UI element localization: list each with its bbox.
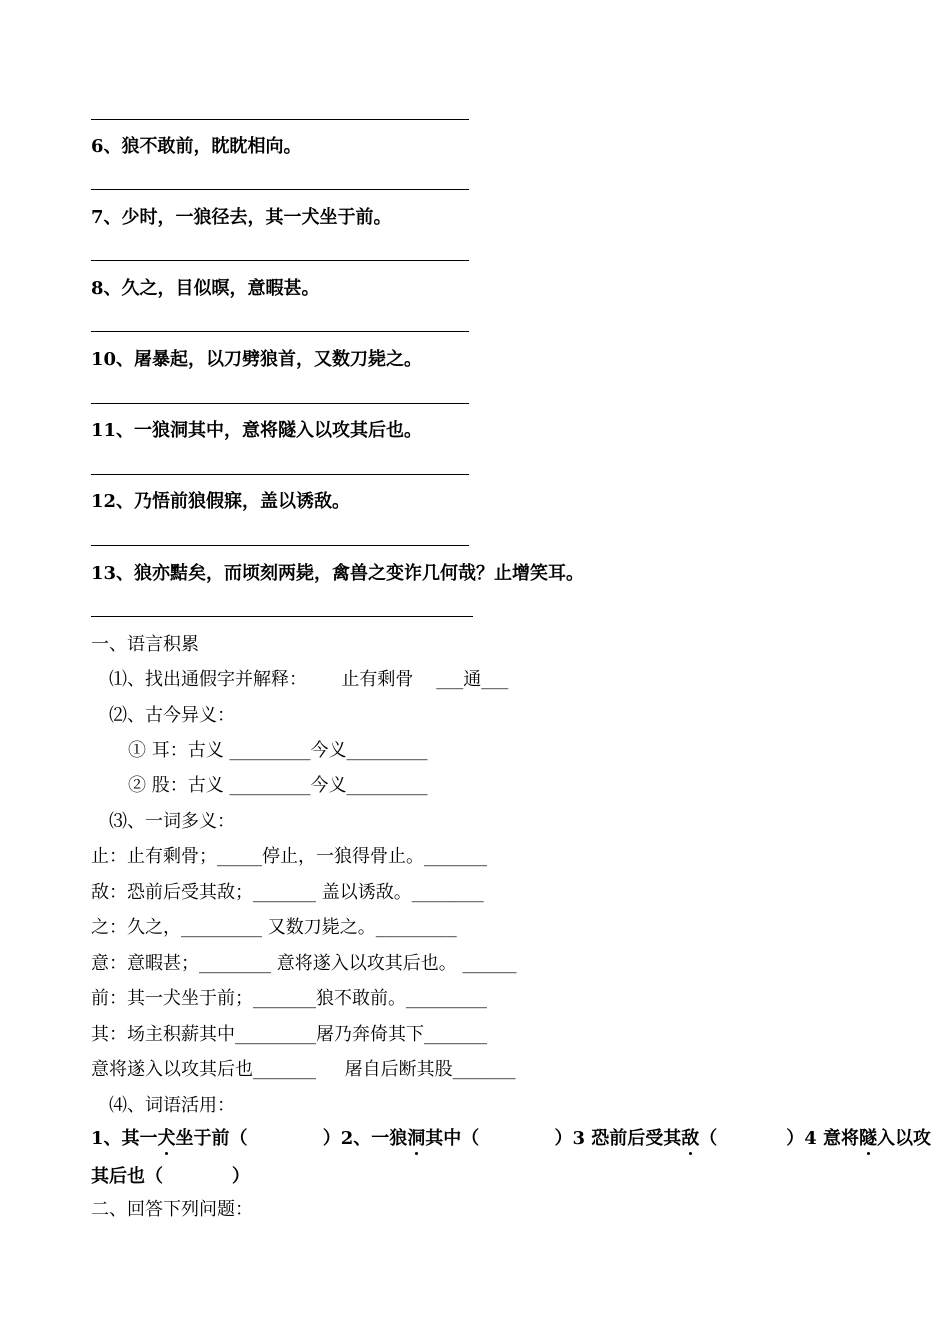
question-yicixuyi: ⑶、一词多义： bbox=[109, 811, 235, 832]
huoyong-line bbox=[91, 1127, 931, 1151]
answer-line bbox=[91, 331, 469, 332]
sentence-6: 6、狼不敢前，眈眈相向。 bbox=[91, 136, 302, 157]
emphasis-char: 敌 bbox=[681, 1128, 700, 1149]
huoyong-text: 其中（ ）3 恐前后受其 bbox=[425, 1128, 682, 1149]
yicixuyi-item-zhi: 止：止有剩骨；_____停止，一狼得骨止。_______ bbox=[91, 846, 487, 867]
emphasis-char: 犬 bbox=[157, 1128, 176, 1149]
huoyong-line-continued: 其后也（ ） bbox=[91, 1166, 250, 1187]
gujin-item-er: ① 耳：古义 _________今义_________ bbox=[128, 740, 428, 761]
question-huoyong: ⑷、词语活用： bbox=[109, 1095, 235, 1116]
huoyong-text: 入以攻 bbox=[877, 1128, 931, 1149]
yicixuyi-item-zhi2: 之：久之，_________ 又数刀毙之。_________ bbox=[91, 917, 457, 938]
yicixuyi-item-qian: 前：其一犬坐于前；_______狼不敢前。_________ bbox=[91, 988, 487, 1009]
sentence-11: 11、一狼洞其中，意将隧入以攻其后也。 bbox=[91, 420, 423, 441]
yicixuyi-item-yi: 意：意暇甚；________ 意将遂入以攻其后也。 ______ bbox=[91, 953, 517, 974]
question-tongjia: ⑴、找出通假字并解释： 止有剩骨 ___通___ bbox=[109, 669, 509, 690]
gujin-item-gu: ② 股：古义 _________今义_________ bbox=[128, 775, 428, 796]
yicixuyi-item-qi: 其：场主积薪其中_________屠乃奔倚其下_______ bbox=[91, 1024, 487, 1045]
answer-line bbox=[91, 189, 469, 190]
emphasis-char: 隧 bbox=[859, 1128, 877, 1149]
section-heading-questions: 二、回答下列问题： bbox=[91, 1199, 253, 1220]
huoyong-text: 坐于前（ ）2、一狼 bbox=[175, 1128, 408, 1149]
huoyong-text: 1、其一 bbox=[91, 1128, 158, 1149]
yicixuyi-item-qi-2: 意将遂入以攻其后也_______ 屠自后断其股_______ bbox=[91, 1059, 516, 1080]
sentence-12: 12、乃悟前狼假寐，盖以诱敌。 bbox=[91, 491, 351, 512]
section-heading-language: 一、语言积累 bbox=[91, 634, 199, 655]
answer-line bbox=[91, 119, 469, 120]
answer-line bbox=[91, 616, 473, 617]
sentence-8: 8、久之，目似暝，意暇甚。 bbox=[91, 278, 320, 299]
answer-line bbox=[91, 474, 469, 475]
answer-line bbox=[91, 403, 469, 404]
sentence-7: 7、少时，一狼径去，其一犬坐于前。 bbox=[91, 207, 392, 228]
huoyong-text: （ ）4 意将 bbox=[699, 1128, 859, 1149]
yicixuyi-item-di: 敌：恐前后受其敌；_______ 盖以诱敌。________ bbox=[91, 882, 484, 903]
answer-line bbox=[91, 545, 469, 546]
answer-line bbox=[91, 260, 469, 261]
sentence-10: 10、屠暴起，以刀劈狼首，又数刀毙之。 bbox=[91, 349, 423, 370]
emphasis-char: 洞 bbox=[407, 1128, 426, 1149]
question-gujin: ⑵、古今异义： bbox=[109, 705, 235, 726]
sentence-13: 13、狼亦黠矣，而顷刻两毙，禽兽之变诈几何哉？止增笑耳。 bbox=[91, 563, 585, 584]
